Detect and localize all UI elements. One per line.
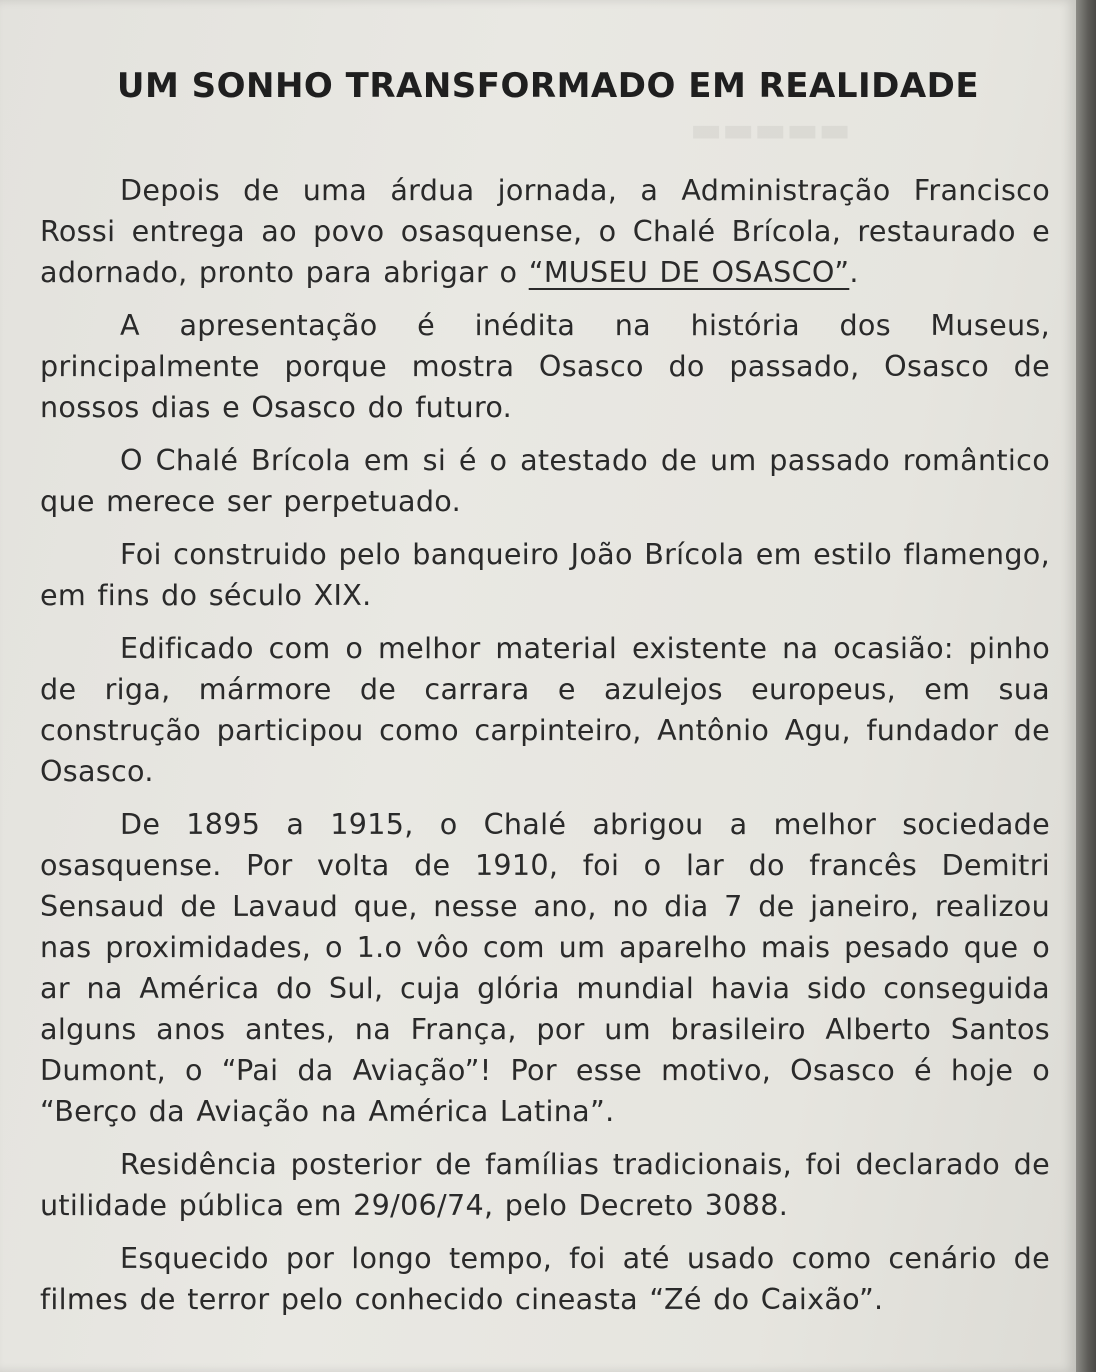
paragraph-1-end: . [849, 255, 859, 289]
paragraph-2: A apresentação é inédita na história dos Museus, principalmente porque mostra Osasco do passado, Osasco de nossos dias e Osasco do futuro. [40, 308, 1050, 424]
paragraph-3: O Chalé Brícola em si é o atestado de um passado romântico que merece ser perpetuado. [40, 443, 1050, 518]
paragraph-6: De 1895 a 1915, o Chalé abrigou a melhor sociedade osasquense. Por volta de 1910, foi o lar do francês Demitri Sensaud de Lavaud que, nesse ano, no dia 7 de janeiro, realizou nas proximidades, o 1.o vôo com um aparelho mais pesado que o ar na América do Sul, cuja glória mundial havia sido conseguida alguns anos antes, na França, por um brasileiro Alberto Santos Dumont, o “Pai da Aviação”! Por esse motivo, Osasco é hoje o “Berço da Aviação na América Latina”. [40, 807, 1050, 1128]
page-edge-shadow [1076, 0, 1096, 1372]
museum-name: “MUSEU DE OSASCO” [528, 255, 850, 289]
paragraph-5: Edificado com o melhor material existente na ocasião: pinho de riga, mármore de carrara e azulejos europeus, em sua construção participou como carpinteiro, Antônio Agu, fundador de Osasco. [40, 631, 1050, 788]
paragraph-4: Foi construido pelo banqueiro João Brícola em estilo flamengo, em fins do século XIX. [40, 537, 1050, 612]
document-body [40, 170, 1050, 1332]
paragraph-7: Residência posterior de famílias tradicionais, foi declarado de utilidade pública em 29/06/74, pelo Decreto 3088. [40, 1147, 1050, 1222]
paragraph-8: Esquecido por longo tempo, foi até usado como cenário de filmes de terror pelo conhecido cineasta “Zé do Caixão”. [40, 1241, 1050, 1316]
bleed-through-marks: ▬▬▬▬▬ [690, 110, 851, 150]
paragraph-1-text: Depois de uma árdua jornada, a Administração Francisco Rossi entrega ao povo osasquense, o Chalé Brícola, restaurado e adornado, pronto para abrigar o [40, 173, 1050, 289]
page-title: UM SONHO TRANSFORMADO EM REALIDADE [116, 66, 980, 106]
paragraph-1 [40, 170, 1050, 293]
